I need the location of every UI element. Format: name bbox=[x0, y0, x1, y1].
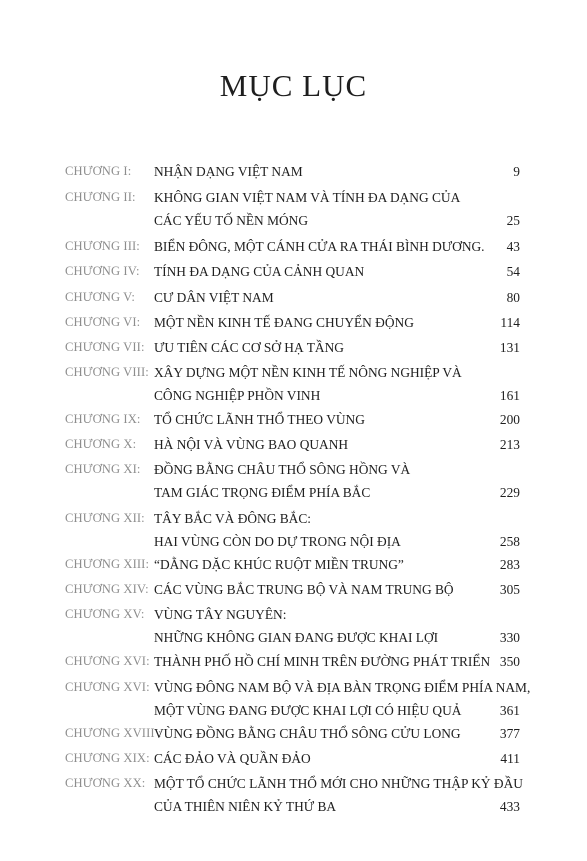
chapter-label: CHƯƠNG IX: bbox=[65, 412, 141, 426]
chapter-title: CƯ DÂN VIỆT NAM bbox=[154, 290, 274, 305]
page-number: 161 bbox=[499, 388, 520, 403]
page-number: 433 bbox=[499, 799, 520, 814]
chapter-label: CHƯƠNG VII: bbox=[65, 340, 145, 354]
page-number: 330 bbox=[499, 630, 520, 645]
chapter-title-continuation: NHỮNG KHÔNG GIAN ĐANG ĐƯỢC KHAI LỢI bbox=[154, 630, 439, 645]
chapter-title: CÁC VÙNG BẮC TRUNG BỘ VÀ NAM TRUNG BỘ bbox=[154, 582, 454, 597]
chapter-label: CHƯƠNG XI: bbox=[65, 462, 141, 476]
page-number: 200 bbox=[499, 412, 520, 427]
chapter-title: TÂY BẮC VÀ ĐÔNG BẮC: bbox=[154, 511, 311, 526]
chapter-label: CHƯƠNG XIII: bbox=[65, 557, 150, 571]
chapter-label: CHƯƠNG XVI: bbox=[65, 654, 150, 668]
chapter-title-continuation: MỘT VÙNG ĐANG ĐƯỢC KHAI LỢI CÓ HIỆU QUẢ bbox=[154, 703, 462, 718]
chapter-title: KHÔNG GIAN VIỆT NAM VÀ TÍNH ĐA DẠNG CỦA bbox=[154, 190, 461, 205]
chapter-title-continuation: CỦA THIÊN NIÊN KỶ THỨ BA bbox=[154, 799, 337, 814]
page-number: 350 bbox=[499, 654, 520, 669]
page-number: 9 bbox=[513, 164, 520, 179]
page-title: MỤC LỤC bbox=[219, 68, 368, 103]
chapter-label: CHƯƠNG XV: bbox=[65, 607, 145, 621]
page-number: 54 bbox=[506, 264, 520, 279]
chapter-title: CÁC ĐẢO VÀ QUẦN ĐẢO bbox=[154, 751, 311, 766]
page-number: 229 bbox=[499, 485, 520, 500]
chapter-title-continuation: HAI VÙNG CÒN DO DỰ TRONG NỘI ĐỊA bbox=[154, 534, 401, 549]
chapter-title: VÙNG TÂY NGUYÊN: bbox=[154, 607, 287, 622]
chapter-title: VÙNG ĐÔNG NAM BỘ VÀ ĐỊA BÀN TRỌNG ĐIỂM PHÍA NAM, bbox=[154, 680, 531, 695]
chapter-title: THÀNH PHỐ HỒ CHÍ MINH TRÊN ĐƯỜNG PHÁT TRIỂN bbox=[154, 654, 491, 669]
chapter-label: CHƯƠNG XII: bbox=[65, 511, 145, 525]
page-number: 213 bbox=[499, 437, 520, 452]
chapter-title: HÀ NỘI VÀ VÙNG BAO QUANH bbox=[154, 437, 349, 452]
chapter-label: CHƯƠNG IV: bbox=[65, 264, 140, 278]
chapter-label: CHƯƠNG II: bbox=[65, 190, 136, 204]
page-number: 411 bbox=[500, 751, 520, 766]
page-number: 25 bbox=[506, 213, 520, 228]
page-number: 258 bbox=[499, 534, 520, 549]
chapter-title: TÍNH ĐA DẠNG CỦA CẢNH QUAN bbox=[154, 264, 365, 279]
chapter-label: CHƯƠNG VIII: bbox=[65, 365, 149, 379]
page-number: 43 bbox=[506, 239, 520, 254]
chapter-title: XÂY DỰNG MỘT NỀN KINH TẾ NÔNG NGHIỆP VÀ bbox=[154, 365, 462, 380]
page-number: 131 bbox=[499, 340, 520, 355]
page-number: 283 bbox=[499, 557, 520, 572]
chapter-title: VÙNG ĐỒNG BẰNG CHÂU THỔ SÔNG CỬU LONG bbox=[154, 726, 461, 741]
chapter-label: CHƯƠNG XVIII : bbox=[65, 726, 162, 740]
chapter-title: NHẬN DẠNG VIỆT NAM bbox=[154, 164, 303, 179]
page-number: 80 bbox=[506, 290, 520, 305]
chapter-title: ƯU TIÊN CÁC CƠ SỞ HẠ TẦNG bbox=[154, 340, 344, 355]
chapter-title: BIỂN ĐÔNG, MỘT CÁNH CỬA RA THÁI BÌNH DƯƠNG. bbox=[154, 239, 485, 254]
chapter-title: “DẰNG DẶC KHÚC RUỘT MIỀN TRUNG” bbox=[154, 557, 404, 572]
chapter-title: MỘT TỔ CHỨC LÃNH THỔ MỚI CHO NHỮNG THẬP KỶ ĐẦU bbox=[154, 776, 523, 791]
chapter-label: CHƯƠNG XX: bbox=[65, 776, 146, 790]
chapter-label: CHƯƠNG III: bbox=[65, 239, 140, 253]
chapter-label: CHƯƠNG XVI: bbox=[65, 680, 150, 694]
chapter-title-continuation: TAM GIÁC TRỌNG ĐIỂM PHÍA BẮC bbox=[154, 485, 371, 500]
chapter-title: TỔ CHỨC LÃNH THỔ THEO VÙNG bbox=[154, 412, 365, 427]
chapter-label: CHƯƠNG V: bbox=[65, 290, 136, 304]
page-number: 114 bbox=[500, 315, 520, 330]
chapter-label: CHƯƠNG X: bbox=[65, 437, 137, 451]
chapter-title-continuation: CÁC YẾU TỐ NỀN MÓNG bbox=[154, 213, 308, 228]
chapter-label: CHƯƠNG XIX: bbox=[65, 751, 150, 765]
chapter-title-continuation: CÔNG NGHIỆP PHỒN VINH bbox=[154, 388, 321, 403]
page-number: 377 bbox=[499, 726, 520, 741]
chapter-title: ĐỒNG BẰNG CHÂU THỔ SÔNG HỒNG VÀ bbox=[154, 462, 411, 477]
chapter-label: CHƯƠNG I: bbox=[65, 164, 132, 178]
page-number: 305 bbox=[499, 582, 520, 597]
chapter-title: MỘT NỀN KINH TẾ ĐANG CHUYỂN ĐỘNG bbox=[154, 315, 414, 330]
chapter-label: CHƯƠNG XIV: bbox=[65, 582, 149, 596]
chapter-label: CHƯƠNG VI: bbox=[65, 315, 141, 329]
page-number: 361 bbox=[499, 703, 520, 718]
